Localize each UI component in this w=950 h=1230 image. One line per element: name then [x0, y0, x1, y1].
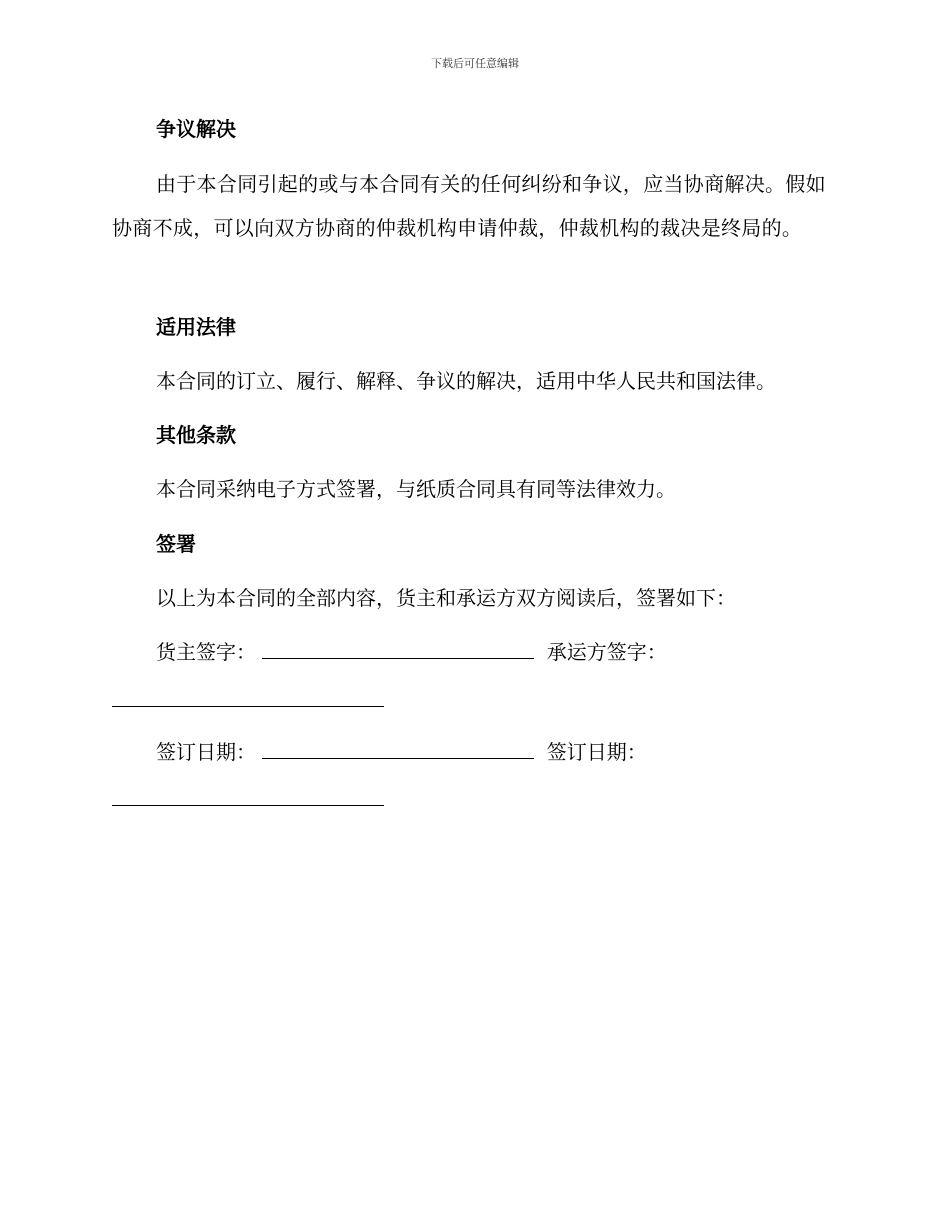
- carrier-signature-label: 承运方签字：: [546, 640, 667, 664]
- shipper-date-label: 签订日期：: [156, 740, 256, 764]
- signing-date-row: [156, 738, 647, 766]
- shipper-date-field[interactable]: [262, 738, 534, 759]
- section-body-dispute: 由于本合同引起的或与本合同有关的任何纠纷和争议，应当协商解决。假如协商不成，可以向双方协商的仲裁机构申请仲裁，仲裁机构的裁决是终局的。: [112, 172, 826, 240]
- carrier-date-label: 签订日期：: [546, 740, 647, 764]
- shipper-signature-label: 货主签字：: [156, 640, 256, 664]
- signing-intro: 以上为本合同的全部内容，货主和承运方双方阅读后，签署如下：: [156, 586, 736, 610]
- section-body-other: 本合同采纳电子方式签署，与纸质合同具有同等法律效力。: [156, 477, 676, 501]
- shipper-signature-field[interactable]: [262, 638, 534, 659]
- carrier-date-field[interactable]: [112, 805, 384, 806]
- section-heading-dispute: 争议解决: [156, 117, 236, 141]
- section-body-law: 本合同的订立、履行、解释、争议的解决，适用中华人民共和国法律。: [156, 369, 776, 393]
- section-heading-law: 适用法律: [156, 315, 236, 339]
- section-heading-signing: 签署: [156, 532, 196, 556]
- shipper-signature-row: [156, 638, 667, 666]
- carrier-signature-field[interactable]: [112, 706, 384, 707]
- page-header-note: 下载后可任意编辑: [431, 57, 519, 70]
- section-heading-other: 其他条款: [156, 423, 236, 447]
